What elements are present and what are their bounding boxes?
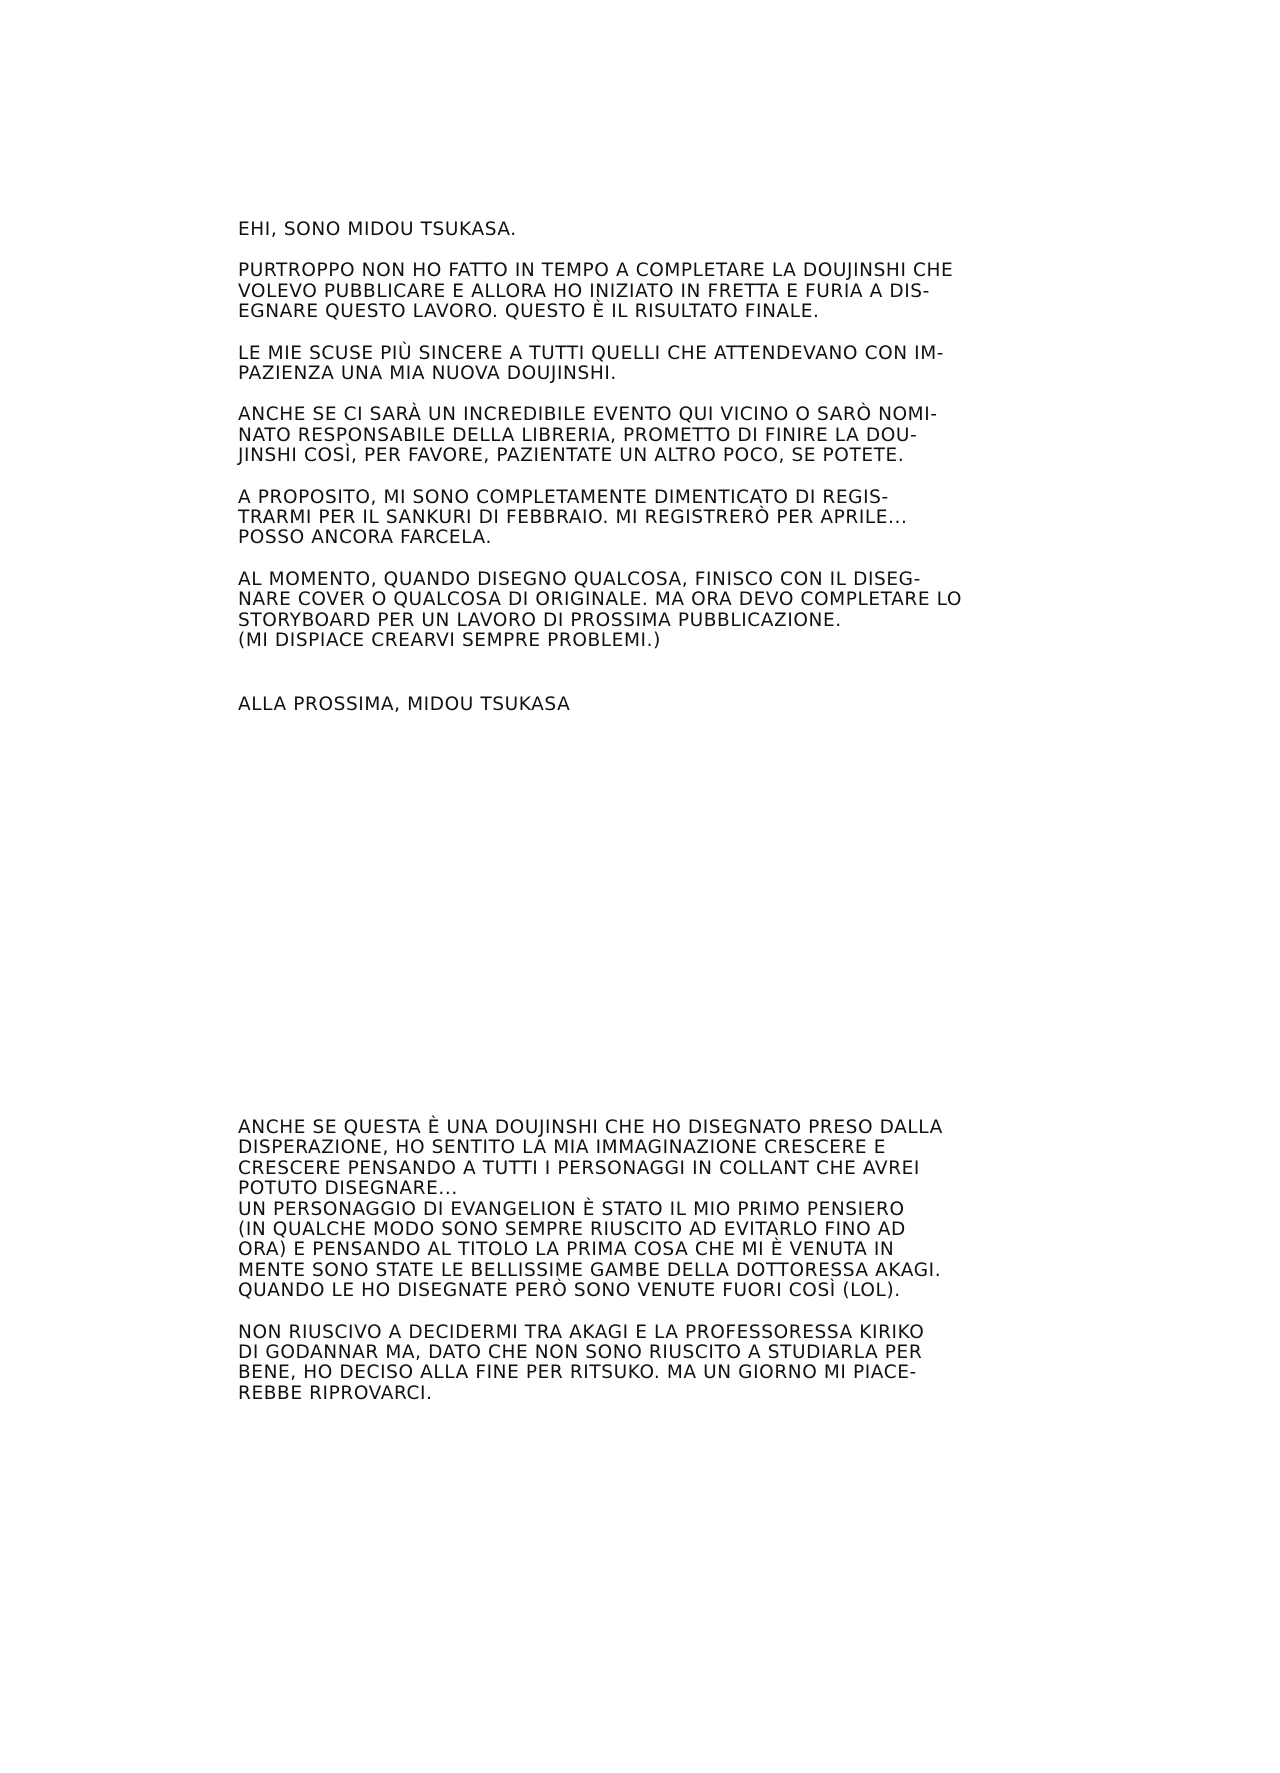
- letter-signoff: ALLA PROSSIMA, MIDOU TSUKASA: [238, 693, 571, 715]
- author-letter: [238, 220, 1068, 715]
- letter-paragraph: LE MIE SCUSE PIÙ SINCERE A TUTTI QUELLI CHE ATTENDEVANO CON IM- PAZIENZA UNA MIA NUOVA DOUJINSHI.: [238, 342, 945, 385]
- afterword-paragraph: NON RIUSCIVO A DECIDERMI TRA AKAGI E LA PROFESSORESSA KIRIKO DI GODANNAR MA, DATO CHE NON SONO RIUSCITO A STUDIARLA PER BENE, HO DECISO ALLA FINE PER RITSUKO. MA UN GIORNO MI PIACE- REBBE RIPROVARCI.: [238, 1321, 925, 1404]
- afterword-paragraph: ANCHE SE QUESTA È UNA DOUJINSHI CHE HO DISEGNATO PRESO DALLA DISPERAZIONE, HO SENTITO LA MIA IMMAGINAZIONE CRESCERE E CRESCERE PENSANDO A TUTTI I PERSONAGGI IN COLLANT CHE AVREI POTUTO DISEGNARE... UN PERSONAGGIO DI EVANGELION È STATO IL MIO PRIMO PENSIERO (IN QUALCHE MODO SONO SEMPRE RIUSCITO AD EVITARLO FINO AD ORA) E PENSANDO AL TITOLO LA PRIMA COSA CHE MI È VENUTA IN MENTE SONO STATE LE BELLISSIME GAMBE DELLA DOTTORESSA AKAGI. QUANDO LE HO DISEGNATE PERÒ SONO VENUTE FUORI COSÌ (LOL).: [238, 1117, 943, 1302]
- letter-paragraph: A PROPOSITO, MI SONO COMPLETAMENTE DIMENTICATO DI REGIS- TRARMI PER IL SANKURI DI FEBBRAIO. MI REGISTRERÒ PER APRILE... POSSO ANCORA FARCELA.: [238, 486, 908, 549]
- letter-paragraph: ANCHE SE CI SARÀ UN INCREDIBILE EVENTO QUI VICINO O SARÒ NOMI- NATO RESPONSABILE DELLA LIBRERIA, PROMETTO DI FINIRE LA DOU- JINSHI COSÌ, PER FAVORE, PAZIENTATE UN ALTRO POCO, SE POTETE.: [238, 404, 938, 467]
- letter-paragraph: AL MOMENTO, QUANDO DISEGNO QUALCOSA, FINISCO CON IL DISEG- NARE COVER O QUALCOSA DI ORIGINALE. MA ORA DEVO COMPLETARE LO STORYBOARD PER UN LAVORO DI PROSSIMA PUBBLICAZIONE. (MI DISPIACE CREARVI SEMPRE PROBLEMI.): [238, 568, 963, 652]
- letter-greeting: EHI, SONO MIDOU TSUKASA.: [238, 219, 517, 240]
- letter-paragraph: PURTROPPO NON HO FATTO IN TEMPO A COMPLETARE LA DOUJINSHI CHE VOLEVO PUBBLICARE E ALLORA HO INIZIATO IN FRETTA E FURIA A DIS- EGNARE QUESTO LAVORO. QUESTO È IL RISULTATO FINALE.: [238, 260, 954, 323]
- afterword: [238, 1118, 1068, 1404]
